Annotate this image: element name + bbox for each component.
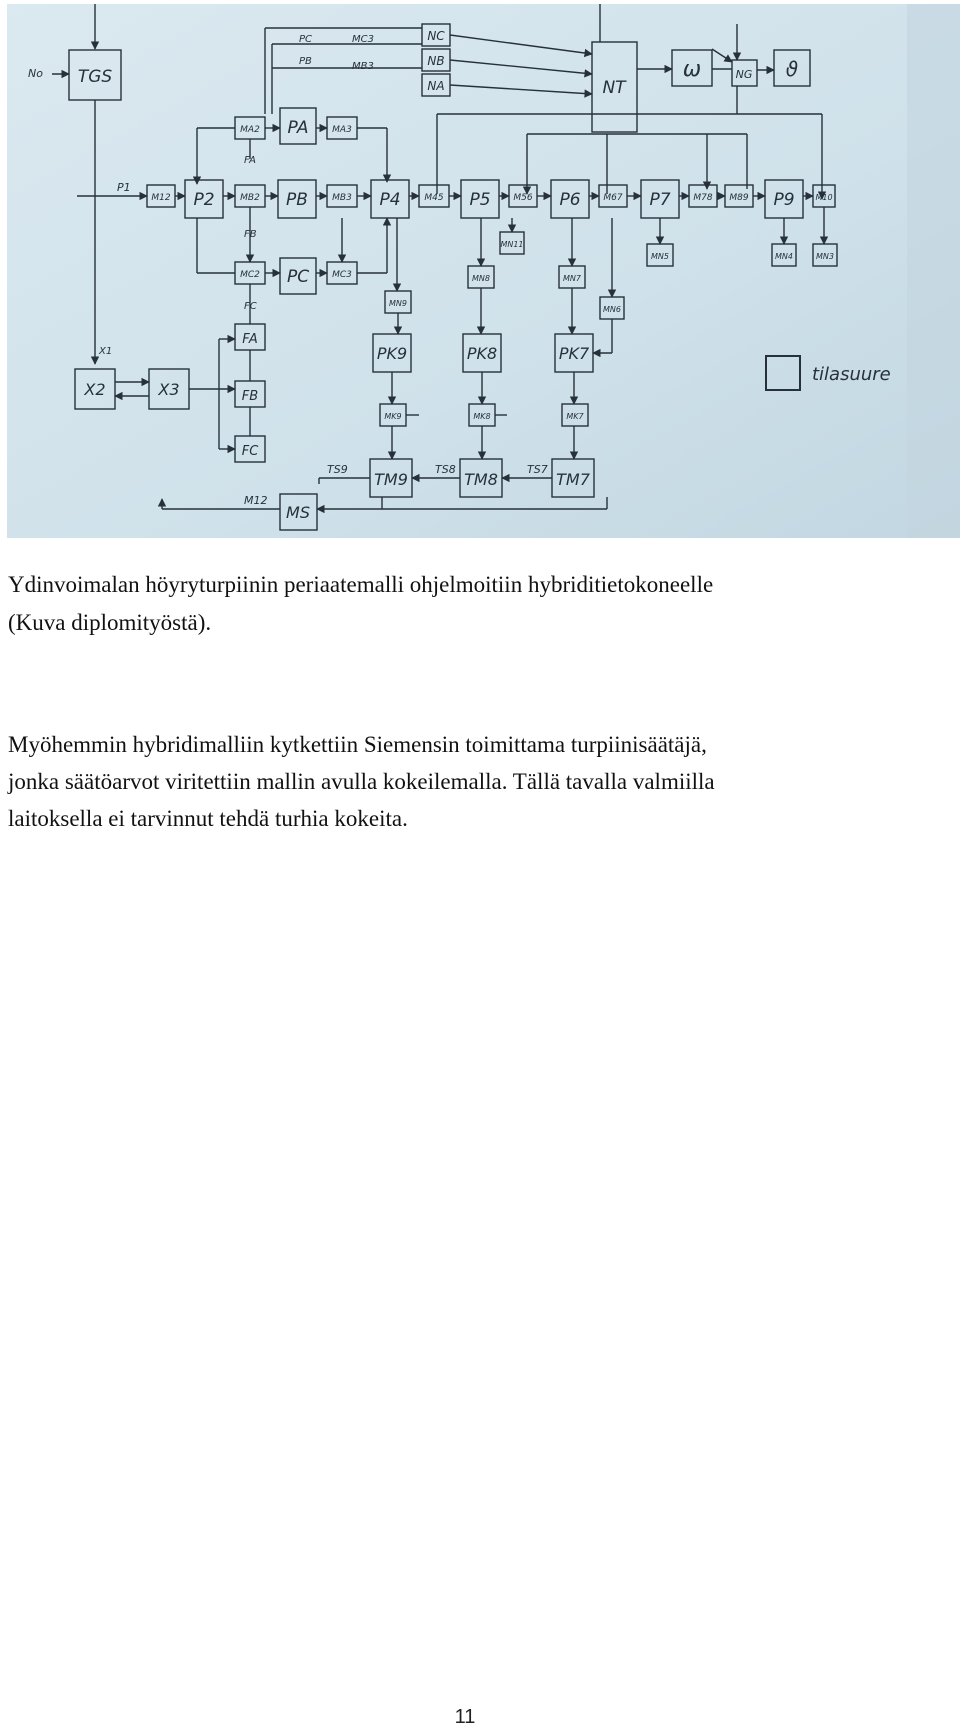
block-label-mn6: MN6 <box>603 305 621 314</box>
block-label-pa: PA <box>287 118 309 138</box>
block-label-m45: M45 <box>424 193 444 203</box>
block-label-mn9: MN9 <box>389 299 407 308</box>
block-label-p4: P4 <box>379 190 401 210</box>
block-label-fa: FA <box>242 332 258 347</box>
label-fa-small: FA <box>244 155 257 166</box>
block-label-mn11: MN11 <box>500 240 524 249</box>
block-label-mn3: MN3 <box>816 252 834 261</box>
block-label-ma2: MA2 <box>240 125 260 135</box>
body-paragraph <box>8 726 948 837</box>
block-label-mn4: MN4 <box>775 252 793 261</box>
block-label-tm8: TM8 <box>464 470 498 489</box>
label-fc-small: FC <box>244 301 257 312</box>
block-label-nc: NC <box>427 29 445 43</box>
paragraph-line-3: laitoksella ei tarvinnut tehdä turhia kokeita. <box>8 806 408 831</box>
block-label-ng: NG <box>735 68 753 81</box>
block-label-pc: PC <box>286 267 310 287</box>
block-label-pk9: PK9 <box>376 344 408 363</box>
block-label-tgs: TGS <box>77 67 113 87</box>
label-tilasuure: tilasuure <box>812 364 891 385</box>
label-mc3-feed: MC3 <box>352 34 374 45</box>
block-label-x2: X2 <box>84 380 106 399</box>
label-m12-bottom: M12 <box>244 494 268 507</box>
block-label-mc3: MC3 <box>332 270 352 280</box>
block-label-pk7: PK7 <box>558 344 590 363</box>
label-ts8: TS8 <box>435 463 456 476</box>
page-number: 11 <box>454 1706 476 1728</box>
paragraph-line-1: Myöhemmin hybridimalliin kytkettiin Siemensin toimittama turpiinisäätäjä, <box>8 732 707 757</box>
block-label-mk8: MK8 <box>473 412 491 421</box>
block-label-nt: NT <box>602 78 626 98</box>
block-label-pk8: PK8 <box>466 344 498 363</box>
block-label-mn5: MN5 <box>651 252 669 261</box>
label-no: No <box>28 67 43 80</box>
label-fb-small: FB <box>244 229 257 240</box>
block-label-mn7: MN7 <box>563 274 581 283</box>
label-mb3-feed: MB3 <box>352 61 374 72</box>
label-x1: X1 <box>99 346 113 357</box>
block-label-mb2: MB2 <box>240 193 260 203</box>
block-label-nb: NB <box>427 54 445 68</box>
block-label-fb: FB <box>241 389 259 404</box>
block-label-m56: M56 <box>513 193 533 203</box>
block-label-x3: X3 <box>158 380 180 399</box>
label-ts7: TS7 <box>527 463 548 476</box>
block-diagram-photo <box>7 4 960 538</box>
paragraph-line-2: jonka säätöarvot viritettiin mallin avulla kokeilemalla. Tällä tavalla valmiilla <box>8 769 715 794</box>
block-label-mk9: MK9 <box>384 412 402 421</box>
label-p1: P1 <box>117 181 131 194</box>
block-label-p6: P6 <box>559 190 581 210</box>
block-label-mb3: MB3 <box>332 193 352 203</box>
block-label-mn8: MN8 <box>472 274 490 283</box>
block-label-theta: ϑ <box>785 57 799 81</box>
block-label-pb: PB <box>286 190 308 210</box>
block-label-ma3: MA3 <box>332 125 352 135</box>
block-label-p5: P5 <box>469 190 491 210</box>
label-pb-feed: PB <box>299 56 312 67</box>
block-label-na: NA <box>427 79 445 93</box>
caption-line-2: (Kuva diplomityöstä). <box>8 610 212 635</box>
caption-line-1: Ydinvoimalan höyryturpiinin periaatemalli ohjelmoitiin hybriditietokoneelle <box>8 572 714 597</box>
block-label-m78: M78 <box>693 193 713 203</box>
label-ts9: TS9 <box>327 463 348 476</box>
block-label-m67: M67 <box>603 193 623 203</box>
block-label-p2: P2 <box>193 190 215 210</box>
block-label-m12: M12 <box>151 193 171 203</box>
block-label-m10: M10 <box>815 193 833 202</box>
block-label-p9: P9 <box>773 190 795 210</box>
block-label-tm7: TM7 <box>556 470 590 489</box>
block-label-omega: ω <box>682 57 702 82</box>
block-label-fc: FC <box>241 444 259 459</box>
block-label-tm9: TM9 <box>374 470 408 489</box>
block-label-mk7: MK7 <box>566 412 584 421</box>
block-label-ms: MS <box>286 503 310 522</box>
figure-caption <box>8 566 948 642</box>
block-label-m89: M89 <box>729 193 749 203</box>
label-pc-feed: PC <box>299 34 313 45</box>
block-label-p7: P7 <box>649 190 671 210</box>
block-label-mc2: MC2 <box>240 270 260 280</box>
